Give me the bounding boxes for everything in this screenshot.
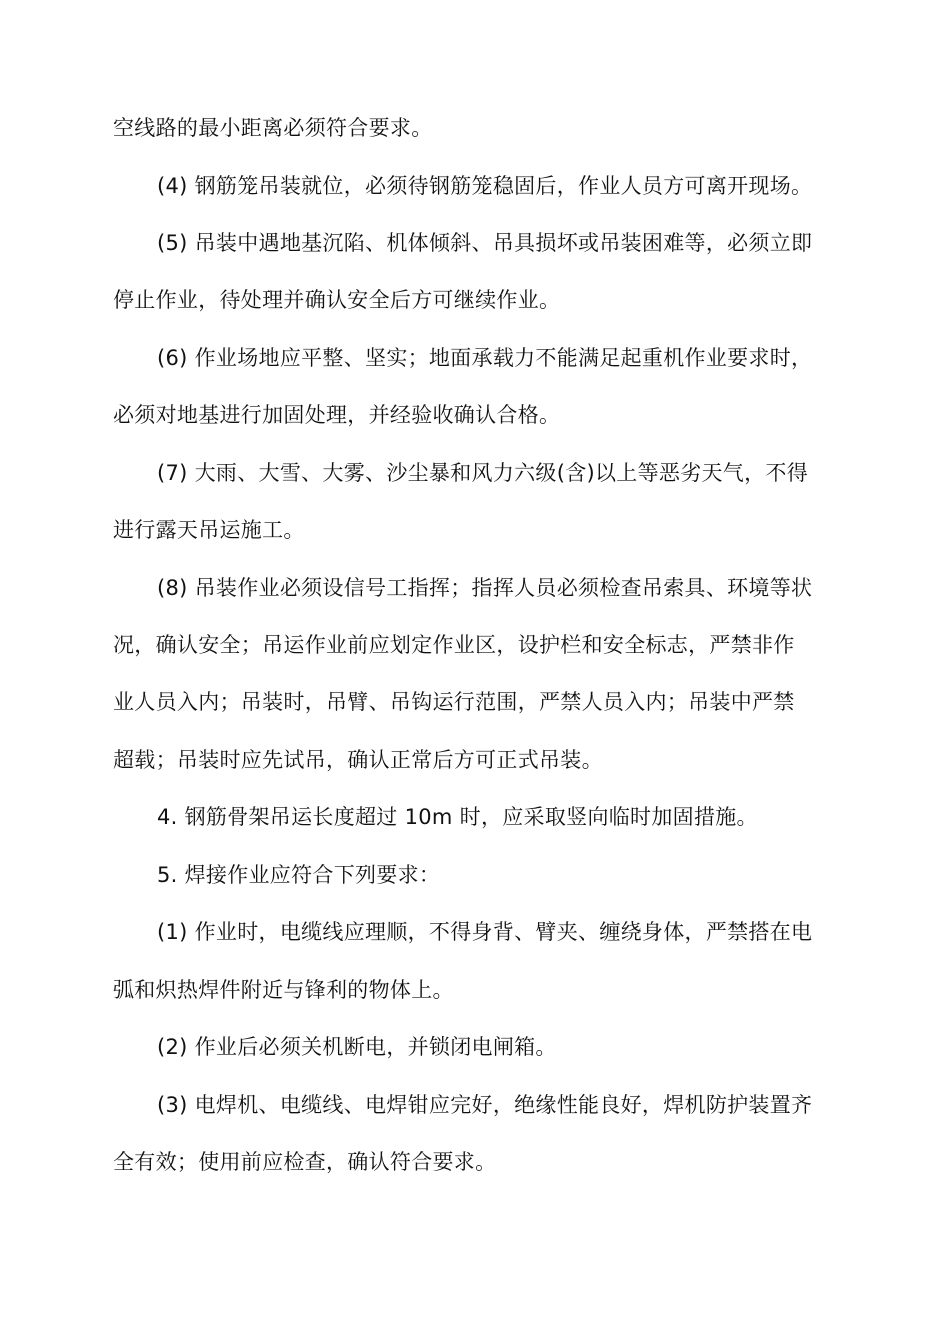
text-line: (5) 吊装中遇地基沉陷、机体倾斜、吊具损坏或吊装困难等，必须立即 <box>157 231 813 255</box>
text-line: (4) 钢筋笼吊装就位，必须待钢筋笼稳固后，作业人员方可离开现场。 <box>157 174 813 198</box>
text-line: 业人员入内；吊装时，吊臂、吊钩运行范围，严禁人员入内；吊装中严禁 <box>113 690 795 714</box>
text-line: 弧和炽热焊件附近与锋利的物体上。 <box>113 978 454 1002</box>
text-line: (7) 大雨、大雪、大雾、沙尘暴和风力六级(含)以上等恶劣天气，不得 <box>157 461 809 485</box>
text-line: (6) 作业场地应平整、坚实；地面承载力不能满足起重机作业要求时， <box>157 346 813 370</box>
text-line: 空线路的最小距离必须符合要求。 <box>113 116 433 140</box>
text-line: (2) 作业后必须关机断电，并锁闭电闸箱。 <box>157 1035 557 1059</box>
text-line: (1) 作业时，电缆线应理顺，不得身背、臂夹、缠绕身体，严禁搭在电 <box>157 920 813 944</box>
text-line: 况，确认安全；吊运作业前应划定作业区，设护栏和安全标志，严禁非作 <box>113 633 795 657</box>
text-line: 5. 焊接作业应符合下列要求： <box>157 863 441 887</box>
text-line: (3) 电焊机、电缆线、电焊钳应完好，绝缘性能良好，焊机防护装置齐 <box>157 1093 813 1117</box>
text-line: 超载；吊装时应先试吊，确认正常后方可正式吊装。 <box>113 748 603 772</box>
text-line: 进行露天吊运施工。 <box>113 518 305 542</box>
text-line: 4. 钢筋骨架吊运长度超过 10m 时，应采取竖向临时加固措施。 <box>157 805 758 829</box>
text-line: 停止作业，待处理并确认安全后方可继续作业。 <box>113 288 561 312</box>
text-line: (8) 吊装作业必须设信号工指挥；指挥人员必须检查吊索具、环境等状 <box>157 576 813 600</box>
text-line: 全有效；使用前应检查，确认符合要求。 <box>113 1150 497 1174</box>
text-line: 必须对地基进行加固处理，并经验收确认合格。 <box>113 403 561 427</box>
